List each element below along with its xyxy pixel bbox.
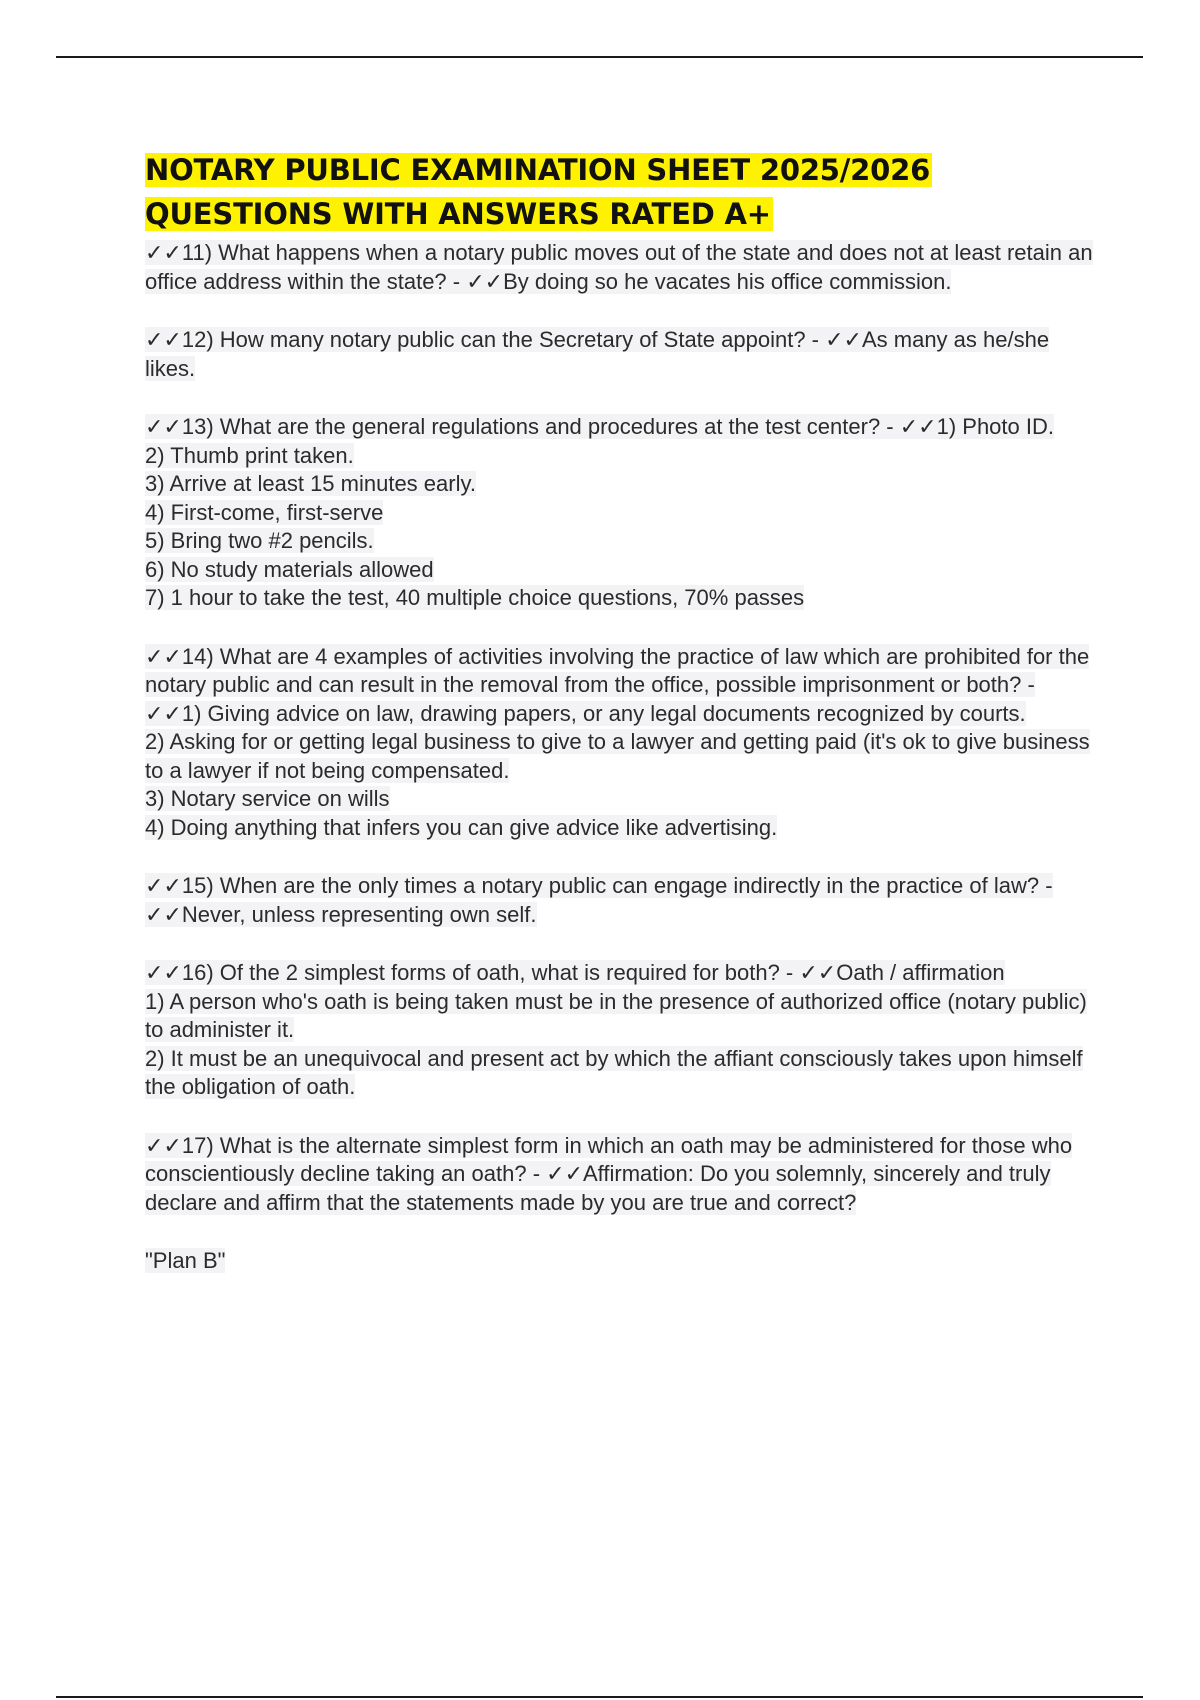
- qa-question-line: [145, 413, 1095, 442]
- qa-answer-line: [145, 814, 1095, 843]
- qa-answer-line: [145, 584, 1095, 613]
- qa-line-text: ✓✓12) How many notary public can the Secretary of State appoint? - ✓✓As many as he/she likes.: [145, 327, 1050, 381]
- qa-entry: [145, 872, 1095, 929]
- qa-entry: [145, 1247, 1095, 1276]
- qa-line-text: ✓✓13) What are the general regulations and procedures at the test center? - ✓✓1) Photo ID.: [145, 414, 1054, 439]
- qa-answer-line: [145, 785, 1095, 814]
- bottom-rule: [56, 1696, 1143, 1698]
- qa-answer-line: [145, 442, 1095, 471]
- qa-entry: [145, 326, 1095, 383]
- qa-list: [145, 239, 1095, 1276]
- qa-question-line: [145, 1247, 1095, 1276]
- title-line-2: QUESTIONS WITH ANSWERS RATED A+: [145, 197, 771, 231]
- qa-line-text: ✓✓17) What is the alternate simplest form in which an oath may be administered for those who conscientiously decline taking an oath? - ✓✓Affirmation: Do you solemnly, sincerely and truly declare and affirm that the statements made by you are true and correct?: [145, 1132, 1073, 1215]
- qa-answer-line: [145, 1045, 1095, 1102]
- qa-entry: [145, 239, 1095, 296]
- qa-line-text: ✓✓16) Of the 2 simplest forms of oath, what is required for both? - ✓✓Oath / affirmation: [145, 960, 1005, 985]
- qa-entry: [145, 1132, 1095, 1218]
- qa-question-line: [145, 326, 1095, 383]
- qa-line-text: 1) A person who's oath is being taken must be in the presence of authorized office (notary public) to administer it.: [145, 988, 1087, 1042]
- qa-question-line: [145, 239, 1095, 296]
- qa-entry: [145, 413, 1095, 613]
- qa-question-line: [145, 1132, 1095, 1218]
- qa-line-text: ✓✓14) What are 4 examples of activities involving the practice of law which are prohibited for the notary public and can result in the removal from the office, possible imprisonment or both? - ✓✓1) Giving advice on law, drawing papers, or any legal documents recognized by courts.: [145, 643, 1090, 726]
- qa-entry: [145, 959, 1095, 1102]
- qa-answer-line: [145, 470, 1095, 499]
- qa-line-text: 3) Arrive at least 15 minutes early.: [145, 471, 476, 496]
- qa-question-line: [145, 959, 1095, 988]
- qa-answer-line: [145, 556, 1095, 585]
- qa-answer-line: [145, 988, 1095, 1045]
- qa-answer-line: [145, 527, 1095, 556]
- qa-answer-line: [145, 728, 1095, 785]
- qa-line-text: 4) First-come, first-serve: [145, 499, 384, 525]
- qa-line-text: 5) Bring two #2 pencils.: [145, 528, 374, 553]
- qa-line-text: "Plan B": [145, 1248, 226, 1273]
- qa-line-text: 2) Thumb print taken.: [145, 442, 354, 468]
- qa-line-text: 2) Asking for or getting legal business to give to a lawyer and getting paid (it's ok to give business to a lawyer if not being compensated.: [145, 729, 1090, 783]
- qa-line-text: ✓✓11) What happens when a notary public moves out of the state and does not at least retain an office address within the state? - ✓✓By doing so he vacates his office commission.: [145, 240, 1093, 294]
- qa-line-text: 4) Doing anything that infers you can give advice like advertising.: [145, 814, 778, 840]
- document-body: [145, 148, 1095, 1306]
- top-rule: [56, 56, 1143, 58]
- qa-entry: [145, 643, 1095, 843]
- qa-line-text: ✓✓15) When are the only times a notary public can engage indirectly in the practice of law? - ✓✓Never, unless representing own self.: [145, 873, 1053, 927]
- qa-answer-line: [145, 499, 1095, 528]
- qa-line-text: 2) It must be an unequivocal and present act by which the affiant consciously takes upon himself the obligation of oath.: [145, 1045, 1083, 1099]
- qa-line-text: 7) 1 hour to take the test, 40 multiple choice questions, 70% passes: [145, 585, 805, 610]
- qa-question-line: [145, 872, 1095, 929]
- qa-question-line: [145, 643, 1095, 729]
- title-line-1: NOTARY PUBLIC EXAMINATION SHEET 2025/2026: [145, 153, 931, 187]
- document-title: [145, 148, 1095, 236]
- qa-line-text: 6) No study materials allowed: [145, 556, 434, 582]
- qa-line-text: 3) Notary service on wills: [145, 786, 390, 811]
